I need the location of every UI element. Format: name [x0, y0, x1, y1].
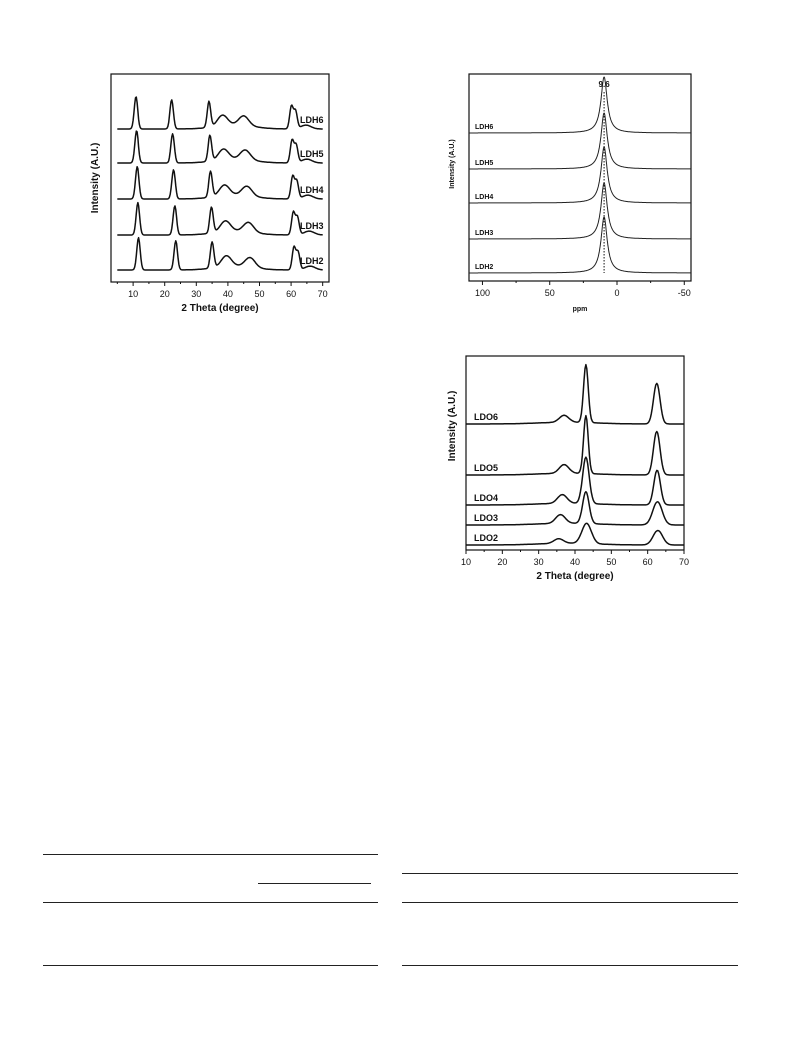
x-axis-label: 2 Theta (degree) [181, 303, 259, 314]
series-ldh3-trace [469, 183, 691, 239]
x-tick-label: 60 [286, 289, 297, 299]
table-left-top-rule [43, 854, 378, 855]
series-ldh6-trace [117, 97, 322, 129]
series-ldo3-label: LDO3 [474, 513, 499, 523]
x-tick-label: 40 [222, 289, 233, 299]
table-right-bottom-rule [402, 965, 738, 966]
plot-frame [469, 74, 691, 281]
series-ldh5-label: LDH5 [475, 160, 494, 167]
series-ldo6-trace [466, 365, 684, 424]
peak-annotation: 9.6 [598, 80, 610, 89]
ldh-xrd-chart [84, 70, 344, 320]
x-tick-label: 70 [678, 557, 690, 567]
nmr-spectra-chart [442, 70, 702, 320]
series-ldh6-label: LDH6 [475, 124, 494, 131]
series-ldh4-label: LDH4 [475, 194, 494, 201]
series-ldh6-trace [469, 77, 691, 133]
table-left-group-rule [258, 883, 371, 884]
plot-frame [466, 356, 684, 550]
x-axis-label: ppm [572, 306, 588, 313]
series-ldh4-label: LDH4 [300, 185, 324, 195]
series-ldh3-label: LDH3 [300, 221, 324, 231]
series-ldh6-label: LDH6 [300, 115, 324, 125]
x-tick-label: 60 [642, 557, 653, 567]
series-ldo5-label: LDO5 [474, 463, 499, 473]
series-ldh5-trace [469, 113, 691, 169]
ldh-xrd-figure [84, 70, 344, 320]
x-tick-label: 70 [317, 289, 328, 299]
x-tick-label: 100 [474, 288, 490, 298]
table-right-header-rule [402, 902, 738, 903]
x-tick-label: 0 [614, 288, 620, 298]
nmr-spectra-figure [442, 70, 702, 320]
x-tick-label: 40 [569, 557, 581, 567]
x-axis-label: 2 Theta (degree) [536, 571, 614, 582]
series-ldh2-trace [117, 238, 322, 270]
x-tick-label: -50 [677, 288, 691, 298]
x-tick-label: 30 [533, 557, 544, 567]
series-ldh2-label: LDH2 [300, 256, 324, 266]
x-tick-label: 50 [544, 288, 555, 298]
series-ldh2-label: LDH2 [475, 264, 494, 271]
x-tick-label: 10 [128, 289, 139, 299]
x-tick-label: 20 [159, 289, 170, 299]
y-axis-label: Intensity (A.U.) [449, 139, 456, 189]
y-axis-label: Intensity (A.U.) [447, 390, 458, 462]
ldo-xrd-figure [442, 352, 702, 597]
x-tick-label: 10 [460, 557, 472, 567]
series-ldo4-label: LDO4 [474, 493, 499, 503]
x-tick-label: 50 [606, 557, 617, 567]
table-left-bottom-rule [43, 965, 378, 966]
y-axis-label: Intensity (A.U.) [90, 142, 101, 214]
series-ldh3-label: LDH3 [475, 230, 494, 237]
series-ldo2-trace [466, 523, 684, 545]
x-tick-label: 50 [254, 289, 265, 299]
series-ldh5-label: LDH5 [300, 149, 324, 159]
table-right-top-rule [402, 873, 738, 874]
series-ldh5-trace [117, 131, 322, 163]
series-ldh4-trace [469, 147, 691, 203]
series-ldo2-label: LDO2 [474, 533, 499, 543]
x-tick-label: 20 [497, 557, 508, 567]
ldo-xrd-chart [442, 352, 702, 597]
series-ldo6-label: LDO6 [474, 412, 499, 422]
series-ldh4-trace [117, 167, 322, 199]
series-ldh2-trace [469, 217, 691, 273]
series-ldh3-trace [117, 203, 322, 235]
table-left-header-rule [43, 902, 378, 903]
x-tick-label: 30 [191, 289, 202, 299]
